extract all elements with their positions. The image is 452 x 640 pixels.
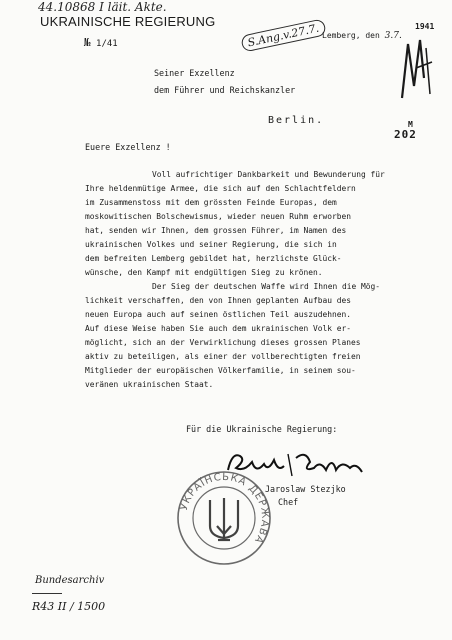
body-line: Ihre heldenmütige Armee, die sich auf den Schlachtfeldern bbox=[85, 184, 356, 193]
archive-underline bbox=[32, 593, 62, 594]
reference-number bbox=[84, 36, 118, 49]
addressee-line-1: Seiner Exzellenz bbox=[154, 68, 235, 78]
body-line: möglicht, sich an der Verwirklichung dieses grossen Planes bbox=[85, 338, 361, 347]
number-value: 1/41 bbox=[96, 39, 118, 49]
signer-title: Chef bbox=[278, 497, 299, 507]
salutation: Euere Exzellenz ! bbox=[85, 142, 171, 152]
letterhead-government: UKRAINISCHE REGIERUNG bbox=[40, 14, 216, 29]
body-line: dem befreiten Lemberg gebildet hat, herzlichste Glück- bbox=[85, 254, 342, 263]
letter-year: 1941 bbox=[415, 22, 435, 31]
body-line: Voll aufrichtiger Dankbarkeit und Bewunderung für bbox=[152, 170, 385, 179]
city-date bbox=[322, 31, 402, 41]
addressee-city: Berlin. bbox=[268, 115, 325, 126]
received-stamp: S.Ang.v.27.7. bbox=[240, 18, 326, 52]
body-line: Auf diese Weise haben Sie auch dem ukrainischen Volk er- bbox=[85, 324, 352, 333]
seal-text: УКРАЇНСЬКА ДЕРЖАВА bbox=[178, 471, 271, 546]
body-line: wünsche, den Kampf mit endgültigen Sieg zu krönen. bbox=[85, 268, 323, 277]
body-line: Mitglieder der europäischen Völkerfamilie, in seinem sou- bbox=[85, 366, 356, 375]
archive-label: Bundesarchiv bbox=[35, 575, 105, 586]
body-line: Der Sieg der deutschen Waffe wird Ihnen die Mög- bbox=[152, 282, 381, 291]
number-label: № bbox=[84, 36, 91, 49]
archive-shelfmark: R43 II / 1500 bbox=[32, 600, 106, 613]
body-line: hat, senden wir Ihnen, dem grossen Führer, im Namen des bbox=[85, 226, 347, 235]
margin-initials-scribble bbox=[396, 38, 436, 102]
handwritten-signature bbox=[222, 446, 372, 482]
body-line: neuen Europa auch auf seinen östlichen Teil auszudehnen. bbox=[85, 310, 352, 319]
closing-line: Für die Ukrainische Regierung: bbox=[186, 424, 338, 434]
letter-date: 3.7. bbox=[384, 31, 402, 41]
signer-name: Jaroslaw Stezjko bbox=[265, 484, 346, 494]
margin-folio-number: 202 bbox=[394, 128, 417, 141]
body-line: aktiv zu beteiligen, als einer der vollberechtigten freien bbox=[85, 352, 361, 361]
body-line: veränen ukrainischen Staat. bbox=[85, 380, 214, 389]
margin-mark: M bbox=[408, 120, 413, 129]
city-date-label: Lemberg, den bbox=[322, 31, 380, 40]
handwritten-file-note: 44.10868 I läit. Akte. bbox=[38, 0, 167, 14]
addressee-line-2: dem Führer und Reichskanzler bbox=[154, 85, 296, 95]
ukrainian-state-seal bbox=[174, 468, 274, 568]
body-line: im Zusammenstoss mit dem grössten Feinde Europas, dem bbox=[85, 198, 337, 207]
body-line: ukrainischen Volkes und seiner Regierung, die sich in bbox=[85, 240, 337, 249]
trident-icon bbox=[210, 498, 238, 540]
body-line: moskowitischen Bolschewismus, wieder neuen Ruhm erworben bbox=[85, 212, 352, 221]
body-line: lichkeit verschaffen, den von Ihnen geplanten Aufbau des bbox=[85, 296, 352, 305]
